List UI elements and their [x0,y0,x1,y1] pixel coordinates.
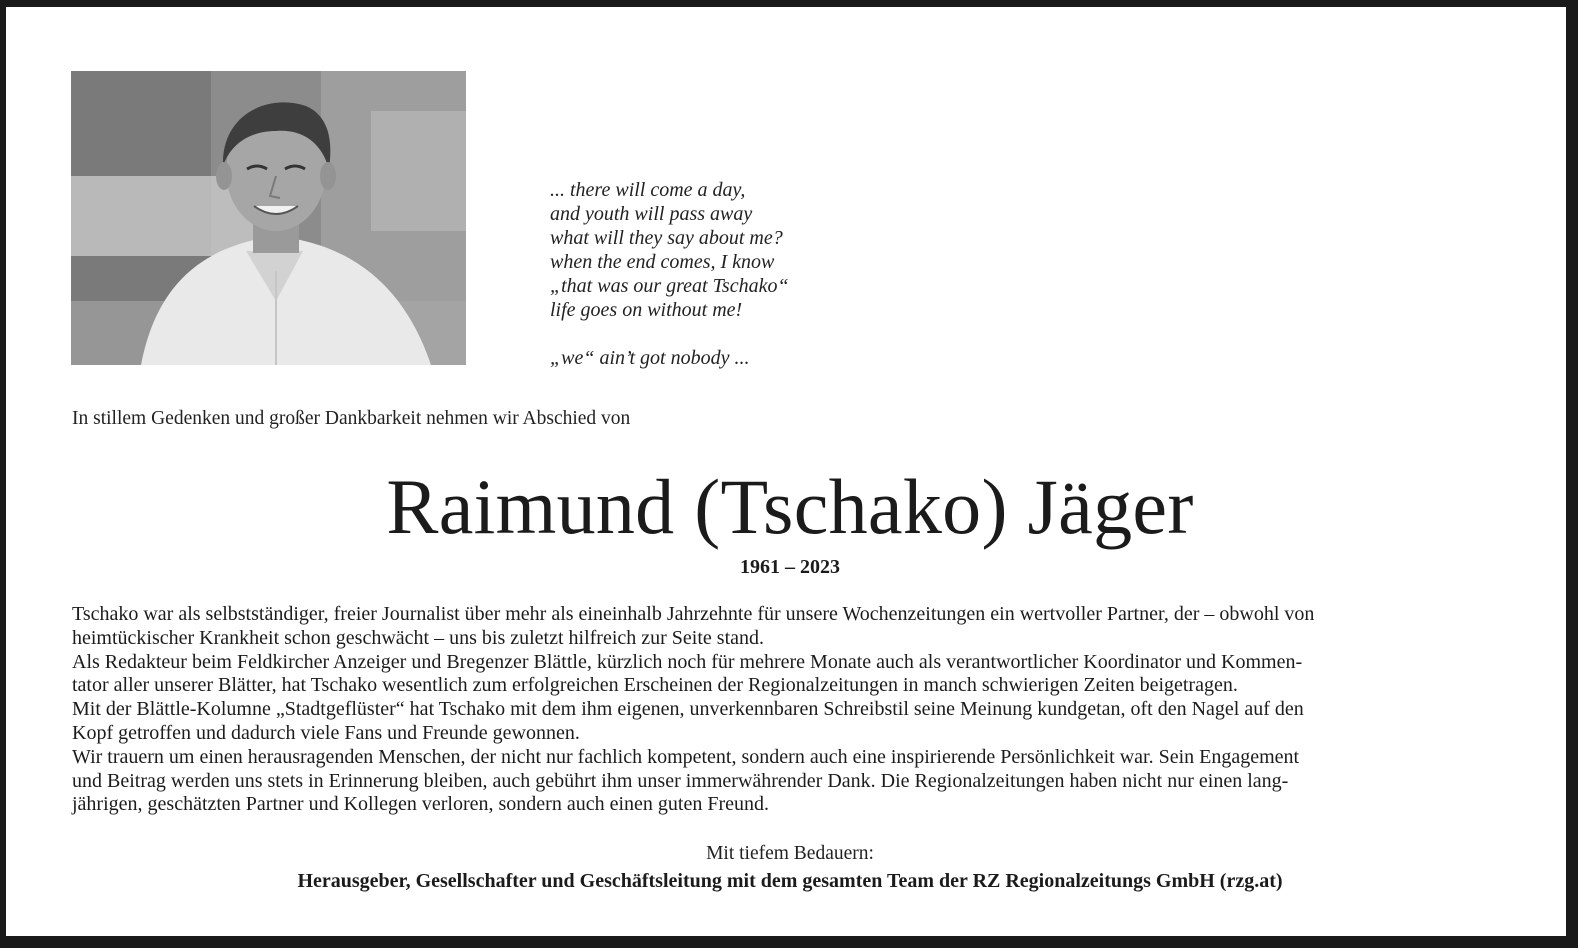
poem-closing: „we“ ain’t got nobody ... [550,347,750,369]
body-line: Tschako war als selbstständiger, freier Journalist über mehr als eineinhalb Jahrzehnte für unsere Wochenzeitungen ein wertvoller Partner, der – obwohl von [72,603,1315,625]
body-line: Mit der Blättle-Kolumne „Stadtgeflüster“ hat Tschako mit dem ihm eigenen, unverkennbaren Schreibstil seine Meinung kundgetan, oft den Nagel auf den [72,698,1304,721]
poem-line: ... there will come a day, [550,179,746,201]
body-line: Kopf getroffen und dadurch viele Fans und Freunde gewonnen. [72,721,580,744]
obituary-body [72,603,1522,817]
body-line: tator aller unserer Blätter, hat Tschako wesentlich zum erfolgreichen Erscheinen der Regionalzeitungen in manch schwierigen Zeiten beigetragen. [72,674,1238,697]
body-line: Als Redakteur beim Feldkircher Anzeiger und Bregenzer Blättle, kürzlich noch für mehrere Monate auch als verantwortlicher Koordinator und Kommen- [72,650,1303,673]
portrait-photo [71,71,466,365]
poem-line: and youth will pass away [550,203,753,225]
body-line: und Beitrag werden uns stets in Erinnerung bleiben, auch gebührt ihm unser immerwährender Dank. Die Regionalzeitungen haben nicht nur einen lang- [72,769,1289,792]
poem-line: when the end comes, I know [550,251,775,273]
poem-line: what will they say about me? [550,227,783,249]
poem-line: „that was our great Tschako“ [550,275,789,297]
body-line: jährigen, geschätzten Partner und Kollegen verloren, sondern auch einen guten Freund. [72,793,769,816]
poem-spacer [550,322,910,346]
intro-text: In stillem Gedenken und großer Dankbarkeit nehmen wir Abschied von [72,408,631,429]
body-line: heimtückischer Krankheit schon geschwächt – uns bis zuletzt hilfreich zur Seite stand. [72,626,765,649]
life-years: 1961 – 2023 [740,556,840,578]
signature: Herausgeber, Gesellschafter und Geschäftsleitung mit dem gesamten Team der RZ Regionalzeitungs GmbH (rzg.at) [297,870,1283,892]
poem-line: life goes on without me! [550,299,743,321]
poem [550,178,910,370]
body-line: Wir trauern um einen herausragenden Menschen, der nicht nur fachlich kompetent, sondern auch eine inspirierende Persönlichkeit war. Sein Engagement [72,745,1300,768]
portrait-icon [71,71,466,365]
deceased-name: Raimund (Tschako) Jäger [386,463,1194,550]
regret-line: Mit tiefem Bedauern: [706,843,874,864]
